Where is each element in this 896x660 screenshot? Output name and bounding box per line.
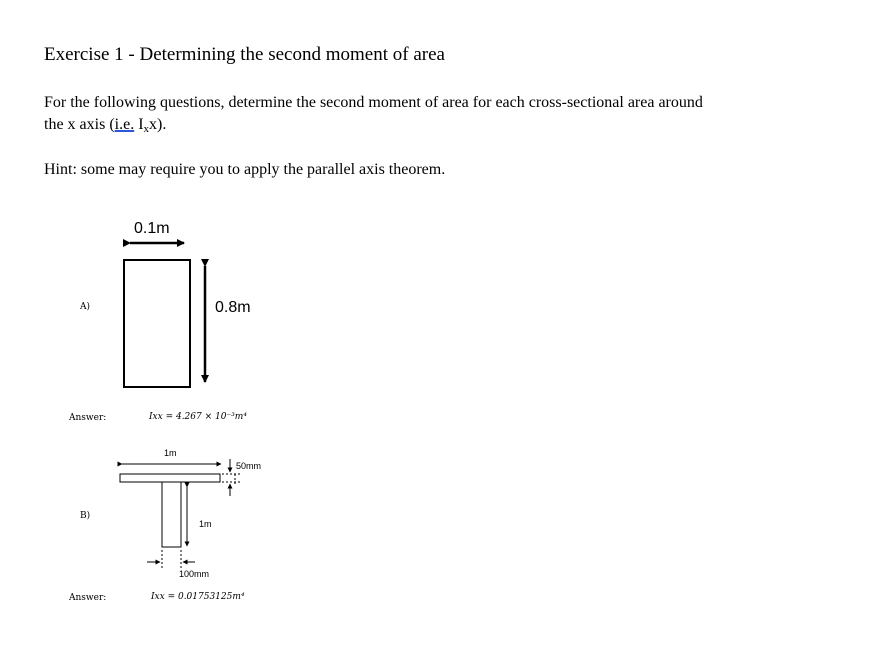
instruction-line2-prefix: the x axis ( (44, 116, 115, 133)
b-web (162, 482, 181, 547)
instruction-line2-suffix: x). (149, 116, 167, 133)
instruction-I: I (134, 116, 144, 133)
a-width-label: 0.1m (134, 220, 170, 237)
a-answer-formula: Ixx = 4.267 × 10⁻³m⁴ (149, 412, 247, 422)
figure-a-rectangle-section (124, 243, 205, 387)
a-height-label: 0.8m (215, 299, 251, 316)
ie-abbrev: i.e. (114, 116, 135, 133)
figure-b-t-section (120, 459, 240, 570)
b-answer-label: Answer: (69, 593, 107, 603)
b-web-height-label: 1m (199, 519, 212, 529)
b-flange (120, 474, 220, 482)
problem-a-label: A) (80, 302, 91, 312)
b-flange-thickness-label: 50mm (236, 461, 262, 471)
instruction-subscript: x (143, 123, 150, 135)
b-answer-formula: Ixx = 0.01753125m⁴ (151, 592, 245, 602)
problem-b-label: B) (80, 511, 91, 521)
b-web-width-label: 100mm (179, 569, 210, 579)
instruction-line1: For the following questions, determine the second moment of area for each cross-sectional area around (44, 94, 703, 111)
exercise-title: Exercise 1 - Determining the second moment of area (44, 44, 445, 65)
hint-text: Hint: some may require you to apply the parallel axis theorem. (44, 161, 446, 178)
b-flange-width-label: 1m (164, 448, 177, 458)
a-rectangle (124, 260, 190, 387)
a-answer-label: Answer: (69, 413, 107, 423)
